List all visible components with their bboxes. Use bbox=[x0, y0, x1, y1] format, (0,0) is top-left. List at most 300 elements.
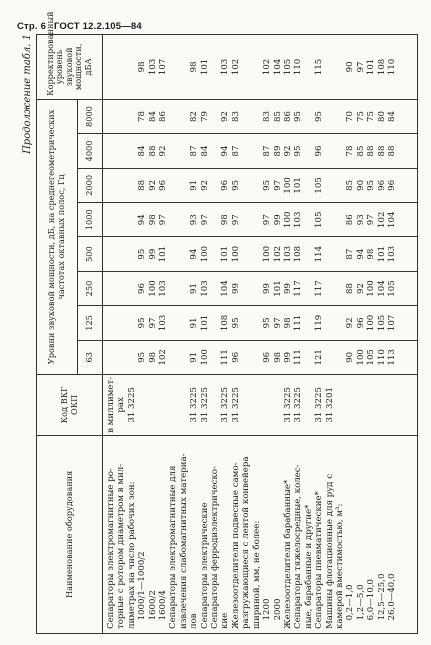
cell-line: Железоотделители подвесные само- bbox=[230, 462, 241, 629]
cell-line bbox=[325, 36, 335, 98]
table-row bbox=[231, 35, 293, 634]
cell-line: 96 bbox=[158, 179, 169, 191]
cell-line bbox=[345, 376, 355, 434]
value-cell bbox=[220, 99, 230, 133]
cell-line: 100 bbox=[282, 211, 293, 228]
cell-line: 99 bbox=[282, 283, 293, 294]
header-equipment-name: Наименование оборудования bbox=[37, 435, 103, 633]
cell-line: 94 bbox=[220, 145, 231, 157]
header-frequency-group: Уровни звуковой мощности, дБ, на среднегеометрических частотах октавных полос, Гц bbox=[37, 99, 78, 374]
cell-line: 95 bbox=[366, 179, 377, 191]
value-cell bbox=[231, 306, 293, 340]
cell-line: 96 bbox=[386, 179, 397, 191]
cell-line: 98 bbox=[189, 61, 200, 73]
cell-line: ные, барабанные и другие* bbox=[303, 504, 314, 629]
cell-line bbox=[335, 238, 345, 269]
cell-line: 102 bbox=[230, 58, 241, 76]
equipment-name-cell bbox=[325, 435, 418, 633]
cell-line bbox=[252, 307, 262, 338]
cell-line bbox=[241, 170, 251, 201]
cell-line: 88 bbox=[345, 283, 356, 294]
cell-line: 92 bbox=[158, 145, 169, 157]
value-cell bbox=[231, 35, 293, 100]
cell-line: 96 bbox=[376, 179, 387, 191]
cell-line bbox=[387, 376, 397, 434]
cell-line bbox=[168, 273, 178, 304]
value-cell bbox=[293, 340, 324, 374]
cell-line bbox=[179, 101, 189, 132]
value-cell bbox=[103, 203, 169, 237]
code-cell bbox=[325, 375, 418, 436]
cell-line bbox=[179, 36, 189, 98]
cell-line: 104 bbox=[376, 280, 387, 297]
cell-line: 97 bbox=[272, 317, 283, 329]
value-cell bbox=[168, 35, 220, 100]
value-cell bbox=[103, 168, 169, 202]
cell-line bbox=[116, 135, 126, 166]
cell-line: 88 bbox=[366, 145, 377, 157]
cell-line: 12,5—25,0 bbox=[376, 573, 387, 629]
cell-line: 114 bbox=[314, 245, 325, 263]
table-row bbox=[325, 35, 418, 634]
cell-line: извлечения слабомагнитных материа- bbox=[178, 453, 189, 629]
cell-line: Железоотделители барабанные* bbox=[282, 479, 293, 629]
cell-line bbox=[116, 36, 126, 98]
value-cell bbox=[168, 168, 220, 202]
cell-line: 102 bbox=[158, 349, 169, 366]
equipment-name-cell bbox=[220, 435, 230, 633]
page-number: Стр. 6 bbox=[17, 21, 47, 32]
cell-line bbox=[335, 204, 345, 235]
cell-line bbox=[241, 376, 251, 434]
cell-line bbox=[137, 376, 147, 434]
cell-line bbox=[273, 376, 283, 434]
cell-line bbox=[168, 135, 178, 166]
cell-line: 88 bbox=[147, 145, 158, 157]
cell-line: 1200 bbox=[262, 598, 273, 629]
cell-line: 2000 bbox=[272, 598, 283, 629]
cell-line: 101 bbox=[272, 280, 283, 297]
value-cell bbox=[103, 306, 169, 340]
cell-line: 84 bbox=[386, 111, 397, 123]
cell-line: 100 bbox=[147, 280, 158, 297]
cell-line bbox=[127, 101, 137, 132]
cell-line bbox=[127, 238, 137, 269]
value-cell bbox=[168, 340, 220, 374]
value-cell bbox=[325, 271, 418, 305]
cell-line: 102 bbox=[262, 58, 273, 76]
cell-line bbox=[252, 170, 262, 201]
cell-line: торные с ротором диаметром в мил- bbox=[116, 463, 127, 629]
cell-line bbox=[377, 376, 387, 434]
cell-line: шириной, мм, не более: bbox=[251, 520, 262, 629]
value-cell bbox=[103, 237, 169, 271]
cell-line bbox=[325, 238, 335, 269]
cell-line: 83 bbox=[262, 111, 273, 123]
cell-line: 110 bbox=[293, 58, 304, 76]
header-frequency: 8000 bbox=[78, 99, 103, 133]
cell-line bbox=[335, 101, 345, 132]
cell-line: 104 bbox=[272, 58, 283, 76]
cell-line bbox=[116, 273, 126, 304]
value-cell bbox=[231, 99, 293, 133]
cell-line: 98 bbox=[147, 351, 158, 363]
cell-line bbox=[179, 273, 189, 304]
cell-line: 101 bbox=[366, 58, 377, 76]
cell-line: 111 bbox=[220, 349, 231, 366]
cell-line: Сепараторы пневматические* bbox=[314, 491, 325, 629]
cell-line: Сепараторы электромагнитные для bbox=[168, 465, 179, 629]
cell-line: 96 bbox=[137, 283, 148, 294]
value-cell bbox=[103, 340, 169, 374]
cell-line: 103 bbox=[147, 58, 158, 76]
cell-line bbox=[241, 101, 251, 132]
rotated-table-page bbox=[20, 11, 416, 640]
cell-line bbox=[366, 376, 376, 434]
cell-line bbox=[335, 376, 345, 434]
cell-line: 92 bbox=[355, 283, 366, 294]
cell-line bbox=[106, 342, 116, 373]
equipment-name-cell bbox=[293, 435, 324, 633]
cell-line bbox=[325, 101, 335, 132]
cell-line: 1,2—5,0 bbox=[355, 584, 366, 629]
cell-line bbox=[210, 307, 220, 338]
cell-line: 97 bbox=[272, 179, 283, 191]
cell-line: 121 bbox=[314, 349, 325, 366]
cell-line: 85 bbox=[345, 179, 356, 191]
cell-line: разгружающиеся с лентой конвейера bbox=[241, 456, 252, 629]
value-cell bbox=[220, 237, 230, 271]
cell-line: 98 bbox=[147, 214, 158, 226]
cell-line bbox=[106, 101, 116, 132]
cell-line bbox=[241, 273, 251, 304]
cell-line bbox=[252, 204, 262, 235]
cell-line: 0,2—1,0 bbox=[345, 584, 356, 629]
cell-line bbox=[168, 238, 178, 269]
table-continuation-label: Продолжение табл. 1 bbox=[22, 34, 33, 154]
table-row bbox=[103, 35, 169, 634]
cell-line: 101 bbox=[293, 177, 304, 194]
cell-line: 95 bbox=[293, 145, 304, 157]
cell-line bbox=[106, 135, 116, 166]
value-cell bbox=[168, 306, 220, 340]
cell-line bbox=[252, 36, 262, 98]
cell-line bbox=[304, 204, 314, 235]
cell-line: 94 bbox=[137, 214, 148, 226]
cell-line bbox=[106, 238, 116, 269]
cell-line: 105 bbox=[386, 280, 397, 297]
value-cell bbox=[168, 99, 220, 133]
cell-line: 6,0—10,0 bbox=[366, 579, 377, 629]
code-cell bbox=[220, 375, 230, 436]
cell-line bbox=[241, 307, 251, 338]
cell-line: 111 bbox=[293, 314, 304, 332]
cell-line: 88 bbox=[137, 179, 148, 191]
header-frequency: 125 bbox=[78, 306, 103, 340]
cell-line: 97 bbox=[262, 214, 273, 226]
cell-line bbox=[168, 204, 178, 235]
cell-line: 103 bbox=[282, 245, 293, 263]
header-frequency: 250 bbox=[78, 271, 103, 305]
cell-line: 80 bbox=[376, 111, 387, 123]
cell-line bbox=[241, 135, 251, 166]
cell-line bbox=[127, 342, 137, 373]
cell-line bbox=[252, 135, 262, 166]
cell-line: 31 3225 bbox=[220, 387, 231, 423]
cell-line: 84 bbox=[147, 111, 158, 123]
cell-line: 108 bbox=[376, 58, 387, 76]
cell-line: 97 bbox=[230, 214, 241, 226]
cell-line bbox=[252, 238, 262, 269]
cell-line bbox=[241, 342, 251, 373]
cell-line: 85 bbox=[272, 111, 283, 123]
cell-line bbox=[210, 342, 220, 373]
value-cell bbox=[103, 99, 169, 133]
cell-line: 95 bbox=[137, 351, 148, 363]
cell-line: рах bbox=[116, 397, 127, 413]
cell-line: 97 bbox=[366, 214, 377, 226]
value-cell bbox=[220, 35, 230, 100]
cell-line bbox=[127, 36, 137, 98]
cell-line: 110 bbox=[376, 349, 387, 366]
cell-line: 92 bbox=[345, 317, 356, 329]
cell-line: 31 3225 bbox=[199, 387, 210, 423]
value-cell bbox=[293, 35, 324, 100]
cell-line bbox=[116, 307, 126, 338]
cell-line bbox=[304, 135, 314, 166]
cell-line: 87 bbox=[262, 145, 273, 157]
cell-line: 103 bbox=[158, 314, 169, 332]
value-cell bbox=[220, 306, 230, 340]
cell-line: 97 bbox=[199, 214, 210, 226]
value-cell bbox=[220, 271, 230, 305]
cell-line: 82 bbox=[189, 111, 200, 123]
equipment-name-cell bbox=[168, 435, 220, 633]
cell-line: 87 bbox=[230, 145, 241, 157]
cell-line bbox=[335, 273, 345, 304]
cell-line: в миллимет- bbox=[106, 376, 116, 433]
cell-line: кие bbox=[220, 612, 231, 629]
value-cell bbox=[293, 203, 324, 237]
cell-line: 95 bbox=[137, 248, 148, 260]
cell-line: 105 bbox=[282, 58, 293, 76]
cell-line: 83 bbox=[230, 111, 241, 123]
value-cell bbox=[231, 203, 293, 237]
code-cell bbox=[103, 375, 169, 436]
value-cell bbox=[325, 35, 418, 100]
cell-line: 102 bbox=[376, 211, 387, 228]
cell-line: 31 3201 bbox=[324, 387, 335, 423]
cell-line: 117 bbox=[293, 280, 304, 297]
cell-line: 31 3225 bbox=[282, 387, 293, 423]
table-body bbox=[103, 35, 418, 634]
cell-line: 107 bbox=[386, 314, 397, 332]
cell-line: 86 bbox=[345, 214, 356, 226]
cell-line: 105 bbox=[314, 177, 325, 194]
cell-line: 103 bbox=[158, 280, 169, 297]
cell-line bbox=[252, 376, 262, 434]
cell-line bbox=[179, 342, 189, 373]
cell-line: Сепараторы ферродиэлектрическо- bbox=[210, 466, 221, 629]
cell-line: 78 bbox=[137, 111, 148, 123]
cell-line bbox=[356, 376, 366, 434]
cell-line: 87 bbox=[345, 248, 356, 260]
cell-line: 99 bbox=[272, 214, 283, 226]
cell-line: 92 bbox=[282, 145, 293, 157]
value-cell bbox=[103, 35, 169, 100]
cell-line: лиметрах на число рабочих зон: bbox=[126, 481, 137, 629]
cell-line: 108 bbox=[220, 314, 231, 332]
cell-line: 1000/1—1000/2 bbox=[137, 551, 148, 629]
value-cell bbox=[325, 306, 418, 340]
cell-line bbox=[168, 36, 178, 98]
cell-line: 90 bbox=[345, 351, 356, 363]
cell-line bbox=[325, 273, 335, 304]
cell-line: 100 bbox=[355, 349, 366, 366]
cell-line bbox=[179, 135, 189, 166]
header-corrected-level: Корректированный уровень звуковой мощности, дБА bbox=[37, 35, 103, 100]
cell-line: 100 bbox=[366, 314, 377, 332]
cell-line: Сепараторы электромагнитные ро- bbox=[106, 468, 116, 629]
cell-line bbox=[179, 170, 189, 201]
cell-line bbox=[148, 376, 158, 434]
cell-line bbox=[252, 101, 262, 132]
cell-line: 98 bbox=[137, 61, 148, 73]
cell-line: 92 bbox=[147, 179, 158, 191]
cell-line bbox=[241, 238, 251, 269]
cell-line: 95 bbox=[262, 317, 273, 329]
cell-line bbox=[304, 376, 314, 434]
cell-line: 89 bbox=[272, 145, 283, 157]
cell-line bbox=[106, 307, 116, 338]
cell-line: лов bbox=[189, 613, 200, 629]
cell-line: 103 bbox=[199, 280, 210, 297]
cell-line: 100 bbox=[282, 177, 293, 194]
cell-line: 96 bbox=[314, 145, 325, 157]
cell-line bbox=[116, 170, 126, 201]
value-cell bbox=[231, 134, 293, 168]
cell-line bbox=[304, 273, 314, 304]
cell-line bbox=[335, 342, 345, 373]
value-cell bbox=[231, 271, 293, 305]
code-cell bbox=[293, 375, 324, 436]
value-cell bbox=[220, 203, 230, 237]
cell-line bbox=[116, 342, 126, 373]
cell-line bbox=[106, 170, 116, 201]
cell-line: 115 bbox=[314, 58, 325, 76]
cell-line: 85 bbox=[355, 145, 366, 157]
cell-line bbox=[335, 307, 345, 338]
cell-line: 91 bbox=[189, 317, 200, 329]
cell-line: 31 3225 bbox=[230, 387, 241, 423]
cell-line: камерой вместимостью, м³: bbox=[334, 503, 345, 629]
cell-line bbox=[210, 135, 220, 166]
cell-line: 88 bbox=[376, 145, 387, 157]
cell-line: 103 bbox=[220, 58, 231, 76]
value-cell bbox=[231, 168, 293, 202]
cell-line bbox=[335, 36, 345, 98]
cell-line: 1600/4 bbox=[158, 590, 169, 629]
cell-line: 95 bbox=[230, 317, 241, 329]
cell-line: 91 bbox=[189, 179, 200, 191]
cell-line bbox=[116, 101, 126, 132]
cell-line: 99 bbox=[282, 351, 293, 363]
cell-line: 97 bbox=[158, 214, 169, 226]
cell-line bbox=[304, 170, 314, 201]
cell-line: 101 bbox=[199, 314, 210, 332]
cell-line bbox=[210, 376, 220, 434]
cell-line bbox=[325, 135, 335, 166]
cell-line bbox=[241, 204, 251, 235]
cell-line bbox=[210, 204, 220, 235]
cell-line: 96 bbox=[230, 351, 241, 363]
value-cell bbox=[293, 134, 324, 168]
cell-line bbox=[116, 238, 126, 269]
cell-line: 86 bbox=[282, 111, 293, 123]
header-code: Код ВКГ ОКП bbox=[37, 375, 103, 436]
value-cell bbox=[220, 168, 230, 202]
cell-line: 94 bbox=[355, 248, 366, 260]
value-cell bbox=[103, 134, 169, 168]
value-cell bbox=[293, 271, 324, 305]
cell-line: 94 bbox=[189, 248, 200, 260]
cell-line: Сепараторы электрические bbox=[199, 502, 210, 629]
equipment-name-cell bbox=[103, 435, 169, 633]
value-cell bbox=[168, 203, 220, 237]
cell-line: 84 bbox=[137, 145, 148, 157]
cell-line bbox=[325, 307, 335, 338]
cell-line: 97 bbox=[355, 61, 366, 73]
value-cell bbox=[325, 203, 418, 237]
header-frequency: 2000 bbox=[78, 168, 103, 202]
cell-line: 92 bbox=[199, 179, 210, 191]
cell-line: 96 bbox=[220, 179, 231, 191]
cell-line bbox=[106, 36, 116, 98]
cell-line bbox=[116, 204, 126, 235]
cell-line: 95 bbox=[137, 317, 148, 329]
cell-line: 95 bbox=[230, 179, 241, 191]
cell-line bbox=[210, 238, 220, 269]
cell-line: 98 bbox=[272, 351, 283, 363]
cell-line bbox=[304, 36, 314, 98]
cell-line bbox=[210, 101, 220, 132]
equipment-name-cell bbox=[231, 435, 293, 633]
cell-line bbox=[179, 376, 189, 434]
value-cell bbox=[325, 99, 418, 133]
cell-line: 104 bbox=[220, 280, 231, 297]
cell-line bbox=[262, 376, 272, 434]
header-frequency: 4000 bbox=[78, 134, 103, 168]
standard-number: ГОСТ 12.2.105—84 bbox=[53, 21, 142, 32]
value-cell bbox=[168, 237, 220, 271]
cell-line: 105 bbox=[366, 349, 377, 366]
cell-line: 100 bbox=[366, 280, 377, 297]
cell-line: 100 bbox=[230, 245, 241, 263]
value-cell bbox=[325, 237, 418, 271]
cell-line: 95 bbox=[314, 111, 325, 123]
value-cell bbox=[293, 306, 324, 340]
cell-line: 105 bbox=[314, 211, 325, 228]
cell-line: 99 bbox=[230, 283, 241, 294]
cell-line: 99 bbox=[147, 248, 158, 260]
cell-line bbox=[335, 170, 345, 201]
cell-line bbox=[335, 135, 345, 166]
value-cell bbox=[231, 237, 293, 271]
cell-line bbox=[210, 273, 220, 304]
cell-line: 100 bbox=[262, 245, 273, 263]
cell-line bbox=[252, 342, 262, 373]
cell-line: Сепараторы тяжелосредные, колес- bbox=[293, 464, 304, 629]
